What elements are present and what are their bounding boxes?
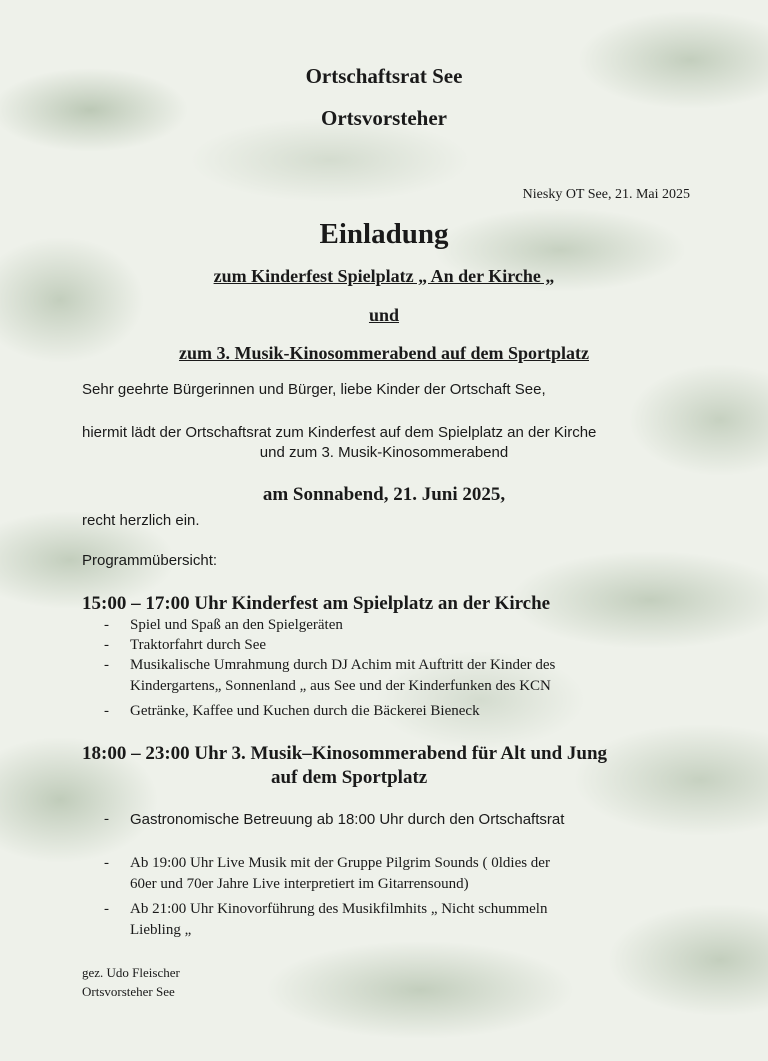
section2-heading-line2: auf dem Sportplatz bbox=[271, 767, 428, 788]
closing-text: recht herzlich ein. bbox=[82, 512, 200, 529]
list-dash: - bbox=[104, 703, 109, 719]
signature-role: Ortsvorsteher See bbox=[82, 984, 175, 999]
list-dash: - bbox=[104, 855, 109, 871]
section2-heading: 18:00 – 23:00 Uhr 3. Musik–Kinosommerabend für Alt und Jung bbox=[82, 743, 608, 764]
list-item: Gastronomische Betreuung ab 18:00 Uhr durch den Ortschaftsrat bbox=[130, 811, 565, 828]
list-item: Ab 19:00 Uhr Live Musik mit der Gruppe Pilgrim Sounds ( 0ldies der bbox=[130, 855, 550, 871]
intro-line-2: und zum 3. Musik-Kinosommerabend bbox=[259, 444, 509, 461]
list-dash: - bbox=[104, 657, 109, 673]
place-date: Niesky OT See, 21. Mai 2025 bbox=[522, 187, 690, 202]
council-role: Ortsvorsteher bbox=[321, 106, 447, 130]
subtitle-kinderfest: zum Kinderfest Spielplatz „ An der Kirche „ bbox=[213, 266, 555, 286]
signature-name: gez. Udo Fleischer bbox=[82, 965, 180, 980]
program-label: Programmübersicht: bbox=[82, 552, 218, 569]
document-title: Einladung bbox=[319, 218, 449, 250]
subtitle-kinosommerabend: zum 3. Musik-Kinosommerabend auf dem Sportplatz bbox=[178, 343, 589, 363]
list-item-continuation: Kindergartens„ Sonnenland „ aus See und der Kinderfunken des KCN bbox=[130, 678, 551, 694]
greeting: Sehr geehrte Bürgerinnen und Bürger, liebe Kinder der Ortschaft See, bbox=[82, 381, 546, 398]
intro-line-1: hiermit lädt der Ortschaftsrat zum Kinderfest auf dem Spielplatz an der Kirche bbox=[82, 424, 597, 441]
council-name: Ortschaftsrat See bbox=[305, 64, 463, 88]
section1-heading: 15:00 – 17:00 Uhr Kinderfest am Spielplatz an der Kirche bbox=[82, 593, 551, 614]
list-item: Ab 21:00 Uhr Kinovorführung des Musikfilmhits „ Nicht schummeln bbox=[130, 901, 548, 917]
list-item: Spiel und Spaß an den Spielgeräten bbox=[130, 617, 343, 633]
list-dash: - bbox=[104, 901, 109, 917]
list-item-continuation: Liebling „ bbox=[130, 922, 192, 938]
list-item: Getränke, Kaffee und Kuchen durch die Bäckerei Bieneck bbox=[130, 703, 480, 719]
list-dash: - bbox=[104, 617, 109, 633]
event-date: am Sonnabend, 21. Juni 2025, bbox=[262, 484, 506, 505]
subtitle-und: und bbox=[368, 305, 400, 325]
list-item: Traktorfahrt durch See bbox=[130, 637, 267, 653]
list-item: Musikalische Umrahmung durch DJ Achim mit Auftritt der Kinder des bbox=[130, 657, 556, 673]
list-dash: - bbox=[104, 637, 109, 653]
list-item-continuation: 60er und 70er Jahre Live interpretiert im Gitarrensound) bbox=[130, 876, 469, 892]
list-dash: - bbox=[104, 811, 109, 827]
